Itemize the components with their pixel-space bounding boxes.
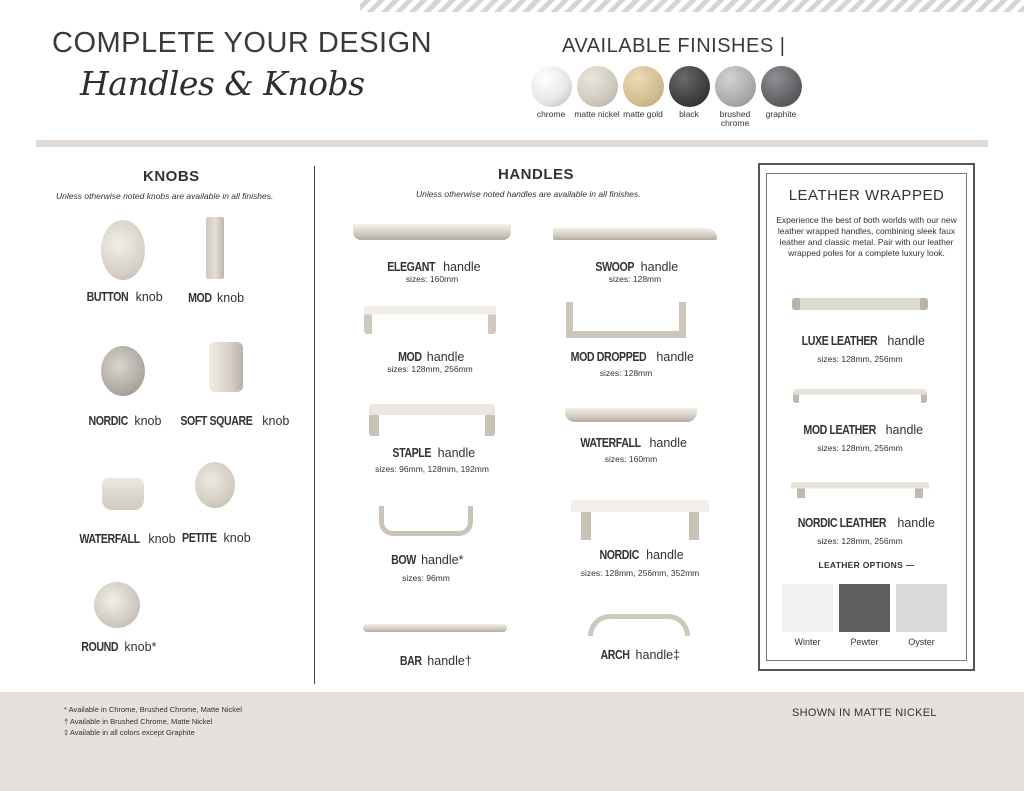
leather-swatch	[896, 584, 947, 632]
leather-description: Experience the best of both worlds with our new leather wrapped handles, combining sleek faux leather and classic metal. Pair with our leather wrapped poles for a complete luxury look.	[776, 215, 957, 258]
finish-label: black	[679, 109, 699, 119]
finish-label: brushed chrome	[719, 109, 751, 128]
knob-name: BUTTON knob	[86, 290, 163, 304]
handle-name: LUXE LEATHER handle	[801, 334, 925, 348]
footnote: † Available in Brushed Chrome, Matte Nickel	[64, 716, 213, 726]
nordic-leather-handle-image	[791, 482, 929, 498]
handle-sizes: sizes: 128mm, 256mm	[817, 443, 903, 453]
handle-sizes: sizes: 96mm, 128mm, 192mm	[375, 464, 489, 474]
leather-option-label: Pewter	[850, 637, 879, 647]
handle-name: BAR handle†	[400, 654, 472, 668]
handle-item-mod	[362, 306, 498, 374]
knob-name: NORDIC knob	[88, 414, 162, 428]
handle-sizes: sizes: 128mm, 256mm, 352mm	[580, 568, 700, 578]
handle-item-nordic	[570, 500, 710, 578]
handle-sizes: sizes: 128mm	[599, 368, 653, 378]
knob-item-mod	[176, 217, 254, 305]
knobs-note: Unless otherwise noted knobs are available in all finishes.	[56, 191, 274, 201]
knob-name: PETITE knob	[182, 531, 251, 545]
finish-color-chip	[669, 66, 710, 107]
finish-label: graphite	[765, 109, 797, 119]
finish-swatch	[528, 66, 574, 128]
finish-swatch	[620, 66, 666, 128]
handle-name: NORDIC handle	[599, 548, 684, 562]
leather-item-mod	[792, 389, 928, 453]
leather-options	[782, 584, 953, 647]
leather-option-label: Winter	[794, 637, 821, 647]
leather-title: LEATHER WRAPPED	[788, 187, 945, 204]
knob-item-petite	[178, 462, 252, 545]
finish-color-chip	[577, 66, 618, 107]
finish-swatch	[758, 66, 804, 128]
handle-item-waterfall	[564, 408, 698, 464]
handle-sizes: sizes: 128mm	[608, 274, 662, 284]
decorative-stripes	[360, 0, 1024, 12]
page-title: COMPLETE YOUR DESIGN	[52, 27, 433, 59]
leather-swatch	[839, 584, 890, 632]
page-subtitle: Handles & Knobs	[80, 64, 365, 103]
finish-color-chip	[623, 66, 664, 107]
nordic-knob-image	[101, 346, 145, 396]
mod-leather-handle-image	[793, 389, 927, 403]
leather-options-title: LEATHER OPTIONS —	[818, 560, 915, 570]
handle-sizes: sizes: 128mm, 256mm	[817, 354, 903, 364]
mod-handle-image	[364, 306, 496, 334]
knob-name: ROUND knob*	[80, 640, 157, 654]
knobs-title: KNOBS	[143, 168, 200, 185]
leather-option-oyster	[896, 584, 947, 647]
footnote: ‡ Available in all colors except Graphite	[64, 728, 195, 737]
finishes-title: AVAILABLE FINISHES |	[562, 35, 786, 57]
handle-sizes: sizes: 96mm	[402, 573, 450, 583]
handle-item-staple	[366, 404, 498, 474]
knob-name: MOD knob	[187, 291, 245, 305]
button-knob-image	[101, 220, 145, 280]
handle-name: NORDIC LEATHER handle	[797, 516, 935, 530]
handles-note: Unless otherwise noted handles are available in all finishes.	[416, 189, 641, 199]
knob-item-waterfall	[74, 478, 176, 546]
footnote: * Available in Chrome, Brushed Chrome, Matte Nickel	[64, 705, 242, 714]
handles-title: HANDLES	[498, 166, 575, 183]
leather-option-winter	[782, 584, 833, 647]
handle-sizes: sizes: 160mm	[405, 274, 459, 284]
handle-item-bar	[362, 624, 508, 668]
leather-item-luxe	[790, 298, 930, 364]
handle-sizes: sizes: 160mm	[604, 454, 658, 464]
handle-name: MOD handle	[397, 350, 465, 364]
soft-square-knob-image	[209, 342, 243, 392]
header-divider	[36, 140, 988, 147]
mod-knob-image	[206, 217, 224, 279]
handle-item-elegant	[352, 224, 512, 284]
swoop-handle-image	[553, 228, 717, 240]
nordic-handle-image	[571, 500, 709, 540]
finish-color-chip	[531, 66, 572, 107]
handle-name: ELEGANT handle	[387, 260, 481, 274]
bar-handle-image	[363, 624, 507, 632]
handle-name: MOD DROPPED handle	[570, 350, 694, 364]
finish-label: matte nickel	[574, 109, 620, 119]
finish-swatch	[666, 66, 712, 128]
finish-label: chrome	[536, 109, 566, 119]
staple-handle-image	[369, 404, 495, 436]
finish-swatch	[712, 66, 758, 128]
waterfall-knob-image	[102, 478, 144, 510]
handle-name: STAPLE handle	[392, 446, 476, 460]
finish-swatch	[574, 66, 620, 128]
knob-item-soft-square	[174, 342, 290, 428]
round-knob-image	[94, 582, 140, 628]
handle-item-arch	[586, 614, 692, 662]
handle-name: WATERFALL handle	[580, 436, 687, 450]
handle-item-mod-dropped	[564, 302, 694, 378]
knob-name: SOFT SQUARE knob	[180, 414, 290, 428]
leather-item-nordic	[790, 482, 935, 546]
handle-name: SWOOP handle	[595, 260, 679, 274]
footer	[0, 692, 1024, 791]
leather-swatch	[782, 584, 833, 632]
knob-item-button	[78, 220, 168, 304]
handle-name: BOW handle*	[390, 553, 464, 567]
handle-sizes: sizes: 128mm, 256mm	[817, 536, 903, 546]
mod-dropped-handle-image	[566, 302, 686, 338]
section-divider	[314, 166, 315, 684]
handle-sizes: sizes: 128mm, 256mm	[387, 364, 473, 374]
leather-option-label: Oyster	[908, 637, 935, 647]
knob-name: WATERFALL knob	[79, 532, 176, 546]
knob-item-round	[76, 582, 158, 654]
finish-color-chip	[761, 66, 802, 107]
footnotes	[64, 704, 242, 739]
leather-wrapped-panel	[758, 163, 975, 671]
handle-item-bow	[372, 506, 480, 583]
handle-name: ARCH handle‡	[600, 648, 681, 662]
bow-handle-image	[379, 506, 473, 536]
petite-knob-image	[195, 462, 235, 508]
shown-in-finish: SHOWN IN MATTE NICKEL	[792, 707, 937, 719]
elegant-handle-image	[353, 224, 511, 240]
handle-name: MOD LEATHER handle	[803, 423, 924, 437]
finish-label: matte gold	[623, 109, 663, 119]
luxe-leather-handle-image	[792, 298, 928, 310]
finish-swatches	[528, 66, 804, 128]
finish-color-chip	[715, 66, 756, 107]
knob-item-nordic	[80, 346, 166, 428]
arch-handle-image	[588, 614, 690, 636]
waterfall-handle-image	[565, 408, 697, 422]
handle-item-swoop	[552, 228, 718, 284]
leather-option-pewter	[839, 584, 890, 647]
